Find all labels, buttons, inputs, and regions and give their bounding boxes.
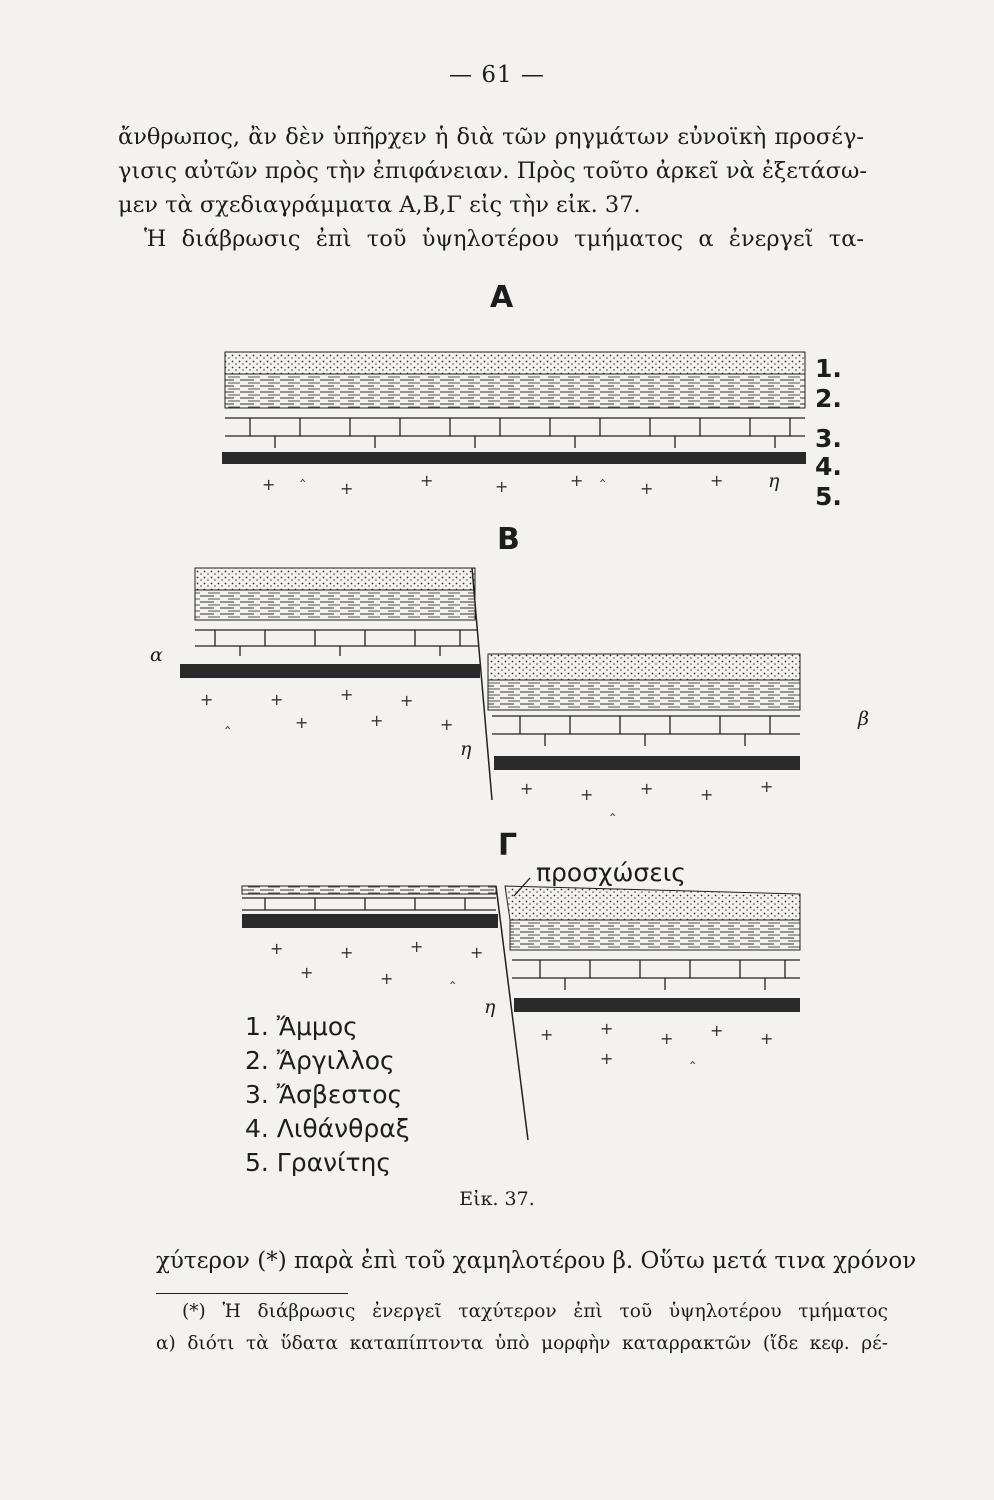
svg-text:+: + bbox=[520, 779, 534, 798]
svg-text:+: + bbox=[410, 937, 424, 956]
layer-number-2: 2. bbox=[815, 384, 842, 413]
legend-item-coal: 4. Λιθάνθραξ bbox=[245, 1114, 410, 1143]
eta-mark: η bbox=[460, 738, 472, 760]
panel-a-strata bbox=[222, 352, 806, 498]
text-line: γισις αὐτῶν πρὸς τὴν ἐπιφάνειαν. Πρὸς τοῦτο ἀρκεῖ νὰ ἐξετάσω- bbox=[118, 158, 867, 184]
svg-text:+: + bbox=[710, 471, 724, 490]
svg-text:+: + bbox=[660, 1029, 674, 1048]
svg-text:+: + bbox=[760, 1029, 774, 1048]
panel-b-strata bbox=[180, 568, 800, 816]
svg-text:+: + bbox=[420, 471, 434, 490]
footnote-line: (*) Ἡ διάβρωσις ἐνεργεῖ ταχύτερον ἐπὶ τοῦ ὑψηλοτέρου τμήματος bbox=[182, 1301, 888, 1322]
svg-text:‸: ‸ bbox=[225, 710, 231, 729]
eta-mark: η bbox=[768, 470, 780, 492]
svg-text:+: + bbox=[470, 943, 484, 962]
panel-b-label: Β bbox=[497, 522, 520, 557]
svg-text:+: + bbox=[340, 943, 354, 962]
legend-item-granite: 5. Γρανίτης bbox=[245, 1148, 392, 1177]
svg-text:+: + bbox=[580, 785, 594, 804]
figure-caption: Εἰκ. 37. bbox=[459, 1188, 535, 1210]
svg-text:+: + bbox=[340, 685, 354, 704]
text-line: Ἡ διάβρωσις ἐπὶ τοῦ ὑψηλοτέρου τμήματος α ἐνεργεῖ τα- bbox=[144, 226, 864, 252]
paragraph-bottom bbox=[156, 1244, 917, 1278]
panel-a-label: Α bbox=[490, 280, 514, 315]
svg-text:‸: ‸ bbox=[610, 797, 616, 816]
svg-text:+: + bbox=[370, 711, 384, 730]
legend-item-limestone: 3. Ἄσβεστος bbox=[245, 1080, 403, 1109]
svg-text:+: + bbox=[440, 715, 454, 734]
side-label-alpha: α bbox=[150, 644, 163, 666]
svg-text:‸: ‸ bbox=[300, 463, 306, 482]
svg-text:+: + bbox=[495, 477, 509, 496]
svg-text:+: + bbox=[700, 785, 714, 804]
svg-text:+: + bbox=[300, 963, 314, 982]
svg-text:+: + bbox=[540, 1025, 554, 1044]
footnote-line: α) διότι τὰ ὕδατα καταπίπτοντα ὑπὸ μορφὴν καταρρακτῶν (ἴδε κεφ. ρέ- bbox=[156, 1333, 888, 1354]
svg-text:+: + bbox=[380, 969, 394, 988]
svg-text:‸: ‸ bbox=[600, 463, 606, 482]
svg-text:+: + bbox=[710, 1021, 724, 1040]
layer-number-5: 5. bbox=[815, 482, 842, 511]
svg-text:+: + bbox=[760, 777, 774, 796]
svg-text:+: + bbox=[640, 479, 654, 498]
svg-text:+: + bbox=[270, 939, 284, 958]
footnote bbox=[156, 1296, 888, 1360]
text-line: ἄνθρωπος, ἂν δὲν ὑπῆρχεν ἡ διὰ τῶν ρηγμάτων εὐνοϊκὴ προσέγ- bbox=[118, 124, 864, 150]
svg-text:‸: ‸ bbox=[690, 1045, 696, 1064]
layer-number-4: 4. bbox=[815, 452, 842, 481]
panel-g-label: Γ bbox=[498, 828, 518, 863]
svg-text:+: + bbox=[295, 713, 309, 732]
svg-text:+: + bbox=[200, 690, 214, 709]
svg-text:+: + bbox=[400, 691, 414, 710]
text-line: χύτερον (*) παρὰ ἐπὶ τοῦ χαμηλοτέρου β. Οὕτω μετά τινα χρόνον bbox=[156, 1248, 917, 1274]
svg-text:+: + bbox=[340, 479, 354, 498]
footnote-rule bbox=[156, 1293, 348, 1294]
legend-item-sand: 1. Ἄμμος bbox=[245, 1012, 358, 1041]
figure-legend bbox=[245, 1010, 410, 1180]
page-number: — 61 — bbox=[449, 62, 545, 88]
deposits-label: προσχώσεις bbox=[536, 858, 686, 887]
svg-text:+: + bbox=[600, 1049, 614, 1068]
layer-number-1: 1. bbox=[815, 354, 842, 383]
eta-mark: η bbox=[484, 996, 496, 1018]
svg-text:‸: ‸ bbox=[450, 965, 456, 984]
svg-text:+: + bbox=[600, 1019, 614, 1038]
svg-text:+: + bbox=[262, 475, 276, 494]
side-label-beta: β bbox=[858, 708, 869, 730]
svg-text:+: + bbox=[640, 779, 654, 798]
layer-number-3: 3. bbox=[815, 424, 842, 453]
text-line: μεν τὰ σχεδιαγράμματα Α,Β,Γ εἰς τὴν εἰκ. 37. bbox=[118, 192, 641, 218]
legend-item-clay: 2. Ἄργιλλος bbox=[245, 1046, 395, 1075]
svg-text:+: + bbox=[570, 471, 584, 490]
svg-text:+: + bbox=[270, 690, 284, 709]
